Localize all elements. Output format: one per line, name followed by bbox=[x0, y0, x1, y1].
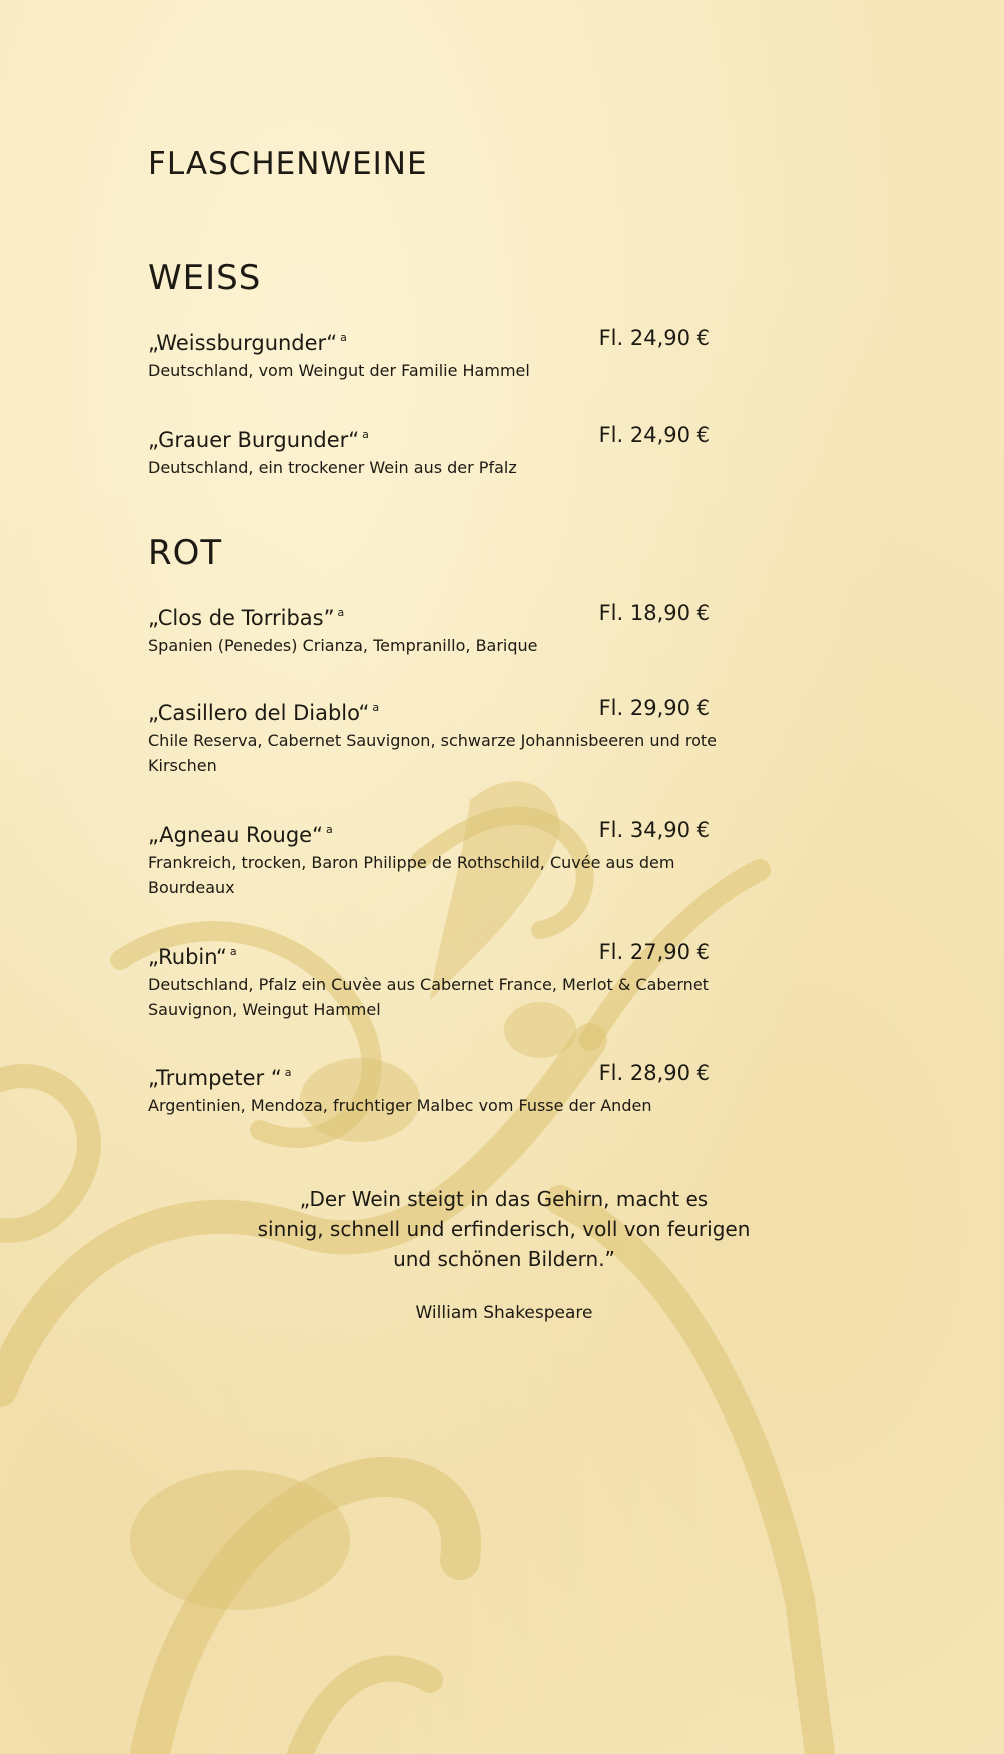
section-heading-white: WEISS bbox=[148, 258, 262, 298]
wine-price: Fl. 34,90 € bbox=[598, 818, 710, 842]
wine-name: „Agneau Rouge“ bbox=[148, 823, 323, 847]
wine-description: Spanien (Penedes) Crianza, Tempranillo, Barique bbox=[148, 636, 538, 655]
quote-line: sinnig, schnell und erfinderisch, voll von feurigen bbox=[257, 1217, 751, 1241]
wine-name: „Grauer Burgunder“ bbox=[148, 428, 360, 452]
wine-item bbox=[148, 816, 858, 900]
section-heading-red: ROT bbox=[148, 533, 223, 573]
wine-item bbox=[148, 938, 858, 1022]
wine-item bbox=[148, 1059, 858, 1118]
quote-line: und schönen Bildern.” bbox=[393, 1247, 615, 1271]
wine-price: Fl. 29,90 € bbox=[598, 696, 710, 720]
footnote-mark: a bbox=[325, 823, 333, 836]
wine-name: „Rubin“ bbox=[148, 945, 227, 969]
footnote-mark: a bbox=[340, 331, 347, 344]
wine-description: Deutschland, Pfalz ein Cuvèe aus Cabernet France, Merlot & Cabernet Sauvignon, Weingut Hammel bbox=[148, 975, 709, 1019]
wine-description: Deutschland, vom Weingut der Familie Hammel bbox=[148, 361, 530, 380]
wine-price: Fl. 18,90 € bbox=[598, 601, 710, 625]
wine-item bbox=[148, 694, 858, 778]
wine-item bbox=[148, 324, 858, 383]
wine-item bbox=[148, 421, 858, 480]
footnote-mark: a bbox=[284, 1066, 292, 1079]
wine-name: „Weissburgunder“ bbox=[148, 331, 338, 355]
wine-description: Chile Reserva, Cabernet Sauvignon, schwarze Johannisbeeren und rote Kirschen bbox=[148, 731, 717, 775]
page-title: FLASCHENWEINE bbox=[148, 146, 428, 182]
wine-description: Frankreich, trocken, Baron Philippe de Rothschild, Cuvée aus dem Bourdeaux bbox=[148, 853, 675, 897]
wine-name: „Casillero del Diablo“ bbox=[148, 701, 370, 725]
wine-price: Fl. 27,90 € bbox=[598, 940, 710, 964]
wine-price: Fl. 24,90 € bbox=[598, 326, 710, 350]
quote-author: William Shakespeare bbox=[415, 1303, 593, 1323]
footnote-mark: a bbox=[362, 428, 369, 441]
wine-description: Deutschland, ein trockener Wein aus der Pfalz bbox=[148, 458, 517, 477]
quote-line: „Der Wein steigt in das Gehirn, macht es bbox=[299, 1187, 709, 1211]
footnote-mark: a bbox=[337, 606, 345, 619]
footnote-mark: a bbox=[372, 701, 380, 714]
wine-name: „Clos de Torribas” bbox=[148, 606, 335, 630]
wine-price: Fl. 28,90 € bbox=[598, 1061, 710, 1085]
wine-item bbox=[148, 599, 858, 658]
wine-description: Argentinien, Mendoza, fruchtiger Malbec vom Fusse der Anden bbox=[148, 1096, 652, 1115]
wine-price: Fl. 24,90 € bbox=[598, 423, 710, 447]
quote bbox=[204, 1184, 804, 1274]
footnote-mark: a bbox=[229, 945, 237, 958]
wine-name: „Trumpeter “ bbox=[148, 1066, 282, 1090]
